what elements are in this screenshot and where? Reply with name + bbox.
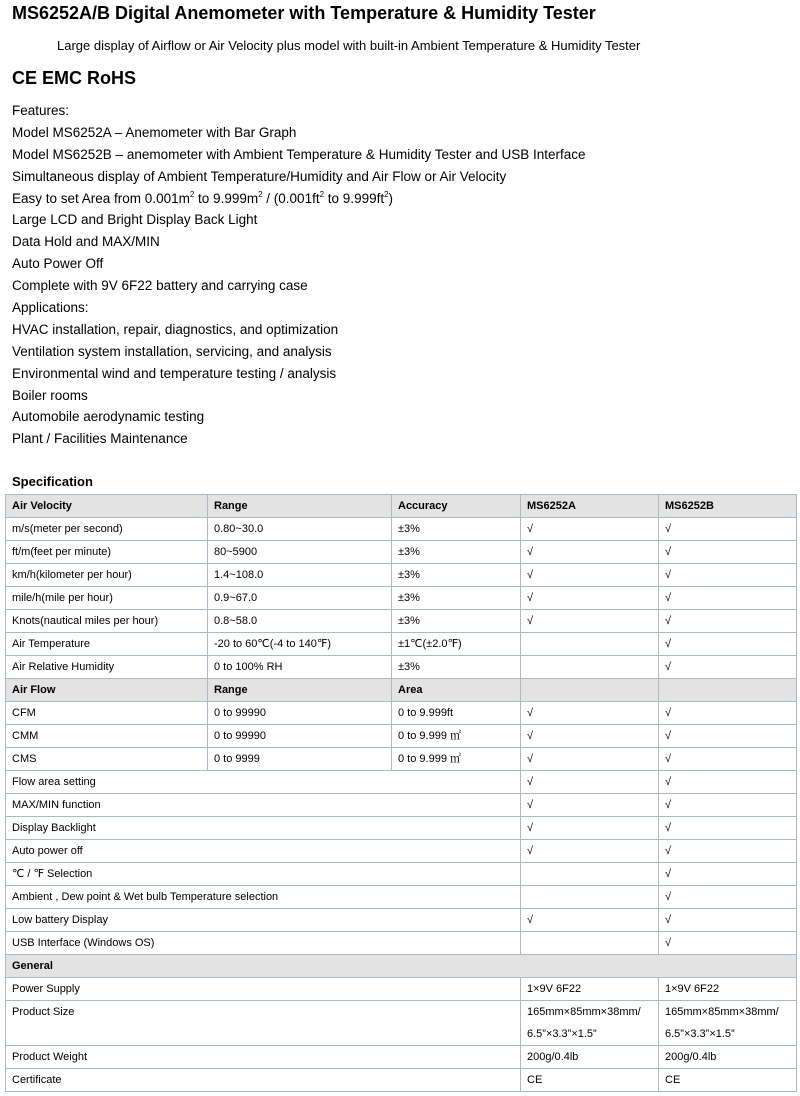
table-cell: Power Supply [6, 978, 521, 1001]
table-cell: 0.80~30.0 [208, 518, 392, 541]
size-line: 6.5”×3.3”×1.5” [665, 1028, 735, 1040]
header-cell: General [6, 955, 797, 978]
table-cell: ℃ / ℉ Selection [6, 863, 521, 886]
table-row [6, 748, 797, 771]
table-cell: 0.8~58.0 [208, 610, 392, 633]
table-cell: √ [659, 886, 797, 909]
page-title: MS6252A/B Digital Anemometer with Temperature & Humidity Tester [12, 3, 596, 23]
table-cell: √ [521, 725, 659, 748]
table-cell: √ [659, 587, 797, 610]
size-line: 165mm×85mm×38mm/ [527, 1006, 641, 1018]
table-cell: Low battery Display [6, 909, 521, 932]
table-cell [521, 633, 659, 656]
header-cell [659, 679, 797, 702]
application-item: Automobile aerodynamic testing [12, 409, 205, 425]
features-label: Features: [12, 103, 70, 118]
table-cell: 0 to 99990 [208, 702, 392, 725]
table-cell: √ [659, 840, 797, 863]
table-cell: 0 to 99990 [208, 725, 392, 748]
header-cell: Area [392, 679, 521, 702]
table-cell: 200g/0.4lb [521, 1046, 659, 1069]
table-cell [659, 1001, 797, 1046]
table-cell: √ [659, 656, 797, 679]
table-cell [521, 886, 659, 909]
table-cell: √ [521, 564, 659, 587]
table-cell: √ [659, 610, 797, 633]
table-cell: √ [659, 564, 797, 587]
area-text: / (0.001ft [262, 190, 320, 206]
feature-simultaneous: Simultaneous display of Ambient Temperature/Humidity and Air Flow or Air Velocity [12, 168, 507, 184]
table-cell: 0.9~67.0 [208, 587, 392, 610]
table-cell: CMS [6, 748, 208, 771]
table-cell: CE [659, 1069, 797, 1092]
table-cell: Air Temperature [6, 633, 208, 656]
feature-item: Auto Power Off [12, 256, 104, 272]
table-cell: √ [659, 633, 797, 656]
table-cell: 0 to 100% RH [208, 656, 392, 679]
table-cell: √ [521, 817, 659, 840]
table-cell: mile/h(mile per hour) [6, 587, 208, 610]
table-row [6, 518, 797, 541]
table-cell: ±3% [392, 518, 521, 541]
table-row [6, 909, 797, 932]
header-cell: Range [208, 495, 392, 518]
table-cell: Display Backlight [6, 817, 521, 840]
table-cell: ±3% [392, 564, 521, 587]
table-cell: MAX/MIN function [6, 794, 521, 817]
header-cell: Air Velocity [6, 495, 208, 518]
header-cell: MS6252A [521, 495, 659, 518]
table-cell: Certificate [6, 1069, 521, 1092]
table-row [6, 1001, 797, 1046]
area-text: to 9.999m [194, 190, 259, 206]
table-cell: 0 to 9999 [208, 748, 392, 771]
table-row [6, 817, 797, 840]
table-row [6, 541, 797, 564]
table-cell: √ [521, 771, 659, 794]
area-text: Easy to set Area from 0.001m [12, 190, 190, 206]
table-row [6, 587, 797, 610]
table-cell: ±3% [392, 587, 521, 610]
application-item: Environmental wind and temperature testing / analysis [12, 365, 337, 381]
table-cell: km/h(kilometer per hour) [6, 564, 208, 587]
specification-heading: Specification [12, 474, 93, 489]
certifications-heading: CE EMC RoHS [12, 68, 137, 88]
table-cell: CFM [6, 702, 208, 725]
table-row [6, 1046, 797, 1069]
subtitle: Large display of Airflow or Air Velocity plus model with built-in Ambient Temperature & Humidity Tester [57, 38, 641, 53]
table-cell: Product Weight [6, 1046, 521, 1069]
size-line: 6.5”×3.3”×1.5” [527, 1028, 597, 1040]
table-cell: √ [659, 771, 797, 794]
superscript: 2 [258, 189, 263, 199]
table-cell: 80~5900 [208, 541, 392, 564]
table-cell: ±3% [392, 610, 521, 633]
table-cell: Knots(nautical miles per hour) [6, 610, 208, 633]
table-cell: √ [659, 817, 797, 840]
table-row [6, 725, 797, 748]
table-cell: 1×9V 6F22 [521, 978, 659, 1001]
feature-item: Data Hold and MAX/MIN [12, 234, 160, 250]
table-cell: 0 to 9.999ft [392, 702, 521, 725]
area-text: ) [388, 190, 394, 206]
table-cell: √ [659, 863, 797, 886]
table-cell: 1.4~108.0 [208, 564, 392, 587]
table-row [6, 978, 797, 1001]
table-cell: 0 to 9.999 ㎡ [392, 748, 521, 771]
table-cell: Auto power off [6, 840, 521, 863]
table-row [6, 564, 797, 587]
table-cell: √ [521, 518, 659, 541]
table-cell: ±3% [392, 541, 521, 564]
table-cell: Product Size [6, 1001, 521, 1046]
table-cell [521, 656, 659, 679]
feature-model-a: Model MS6252A – Anemometer with Bar Graph [12, 124, 297, 140]
table-cell: ±1℃(±2.0℉) [392, 633, 521, 656]
table-cell: √ [659, 909, 797, 932]
table-cell: CMM [6, 725, 208, 748]
specification-table [5, 494, 797, 1092]
table-cell: 1×9V 6F22 [659, 978, 797, 1001]
application-item: HVAC installation, repair, diagnostics, and optimization [12, 321, 339, 337]
feature-area [12, 188, 586, 210]
application-item: Plant / Facilities Maintenance [12, 431, 188, 447]
table-cell: √ [659, 794, 797, 817]
table-row [6, 840, 797, 863]
size-line: 165mm×85mm×38mm/ [665, 1006, 779, 1018]
table-cell: √ [659, 541, 797, 564]
header-cell [521, 679, 659, 702]
table-cell: √ [659, 518, 797, 541]
table-cell: -20 to 60℃(-4 to 140℉) [208, 633, 392, 656]
table-row [6, 633, 797, 656]
table-cell: √ [659, 748, 797, 771]
application-item: Ventilation system installation, servicing, and analysis [12, 343, 332, 359]
table-row [6, 932, 797, 955]
table-cell: ±3% [392, 656, 521, 679]
table-row [6, 656, 797, 679]
table-row [6, 702, 797, 725]
table-cell: Ambient , Dew point & Wet bulb Temperature selection [6, 886, 521, 909]
header-cell: Range [208, 679, 392, 702]
table-row [6, 794, 797, 817]
table-cell: √ [521, 587, 659, 610]
header-cell: MS6252B [659, 495, 797, 518]
table-cell: √ [521, 748, 659, 771]
table-row [6, 1069, 797, 1092]
table-header-row [6, 495, 797, 518]
area-text: to 9.999ft [324, 190, 385, 206]
table-cell: ft/m(feet per minute) [6, 541, 208, 564]
table-header-row [6, 955, 797, 978]
table-header-row [6, 679, 797, 702]
table-row [6, 610, 797, 633]
table-cell: √ [521, 610, 659, 633]
table-cell: √ [659, 702, 797, 725]
table-cell: √ [521, 794, 659, 817]
table-cell: √ [521, 541, 659, 564]
table-row [6, 886, 797, 909]
feature-list [12, 100, 586, 450]
superscript: 2 [384, 189, 389, 199]
table-cell: √ [521, 702, 659, 725]
table-cell: √ [521, 909, 659, 932]
table-cell: USB Interface (Windows OS) [6, 932, 521, 955]
header-cell: Accuracy [392, 495, 521, 518]
table-cell [521, 932, 659, 955]
table-cell: √ [659, 932, 797, 955]
table-cell: √ [659, 725, 797, 748]
table-cell: 200g/0.4lb [659, 1046, 797, 1069]
table-row [6, 771, 797, 794]
table-cell [521, 1001, 659, 1046]
table-cell: CE [521, 1069, 659, 1092]
superscript: 2 [189, 189, 195, 199]
table-cell [521, 863, 659, 886]
table-cell: m/s(meter per second) [6, 518, 208, 541]
table-cell: Air Relative Humidity [6, 656, 208, 679]
header-cell: Air Flow [6, 679, 208, 702]
feature-item: Large LCD and Bright Display Back Light [12, 212, 258, 228]
applications-label: Applications: [12, 300, 89, 316]
superscript: 2 [319, 189, 325, 199]
feature-item: Complete with 9V 6F22 battery and carrying case [12, 278, 308, 294]
table-cell: 0 to 9.999 ㎡ [392, 725, 521, 748]
table-row [6, 863, 797, 886]
feature-model-b: Model MS6252B – anemometer with Ambient Temperature & Humidity Tester and USB Interface [12, 146, 586, 162]
table-cell: √ [521, 840, 659, 863]
application-item: Boiler rooms [12, 387, 88, 403]
table-cell: Flow area setting [6, 771, 521, 794]
